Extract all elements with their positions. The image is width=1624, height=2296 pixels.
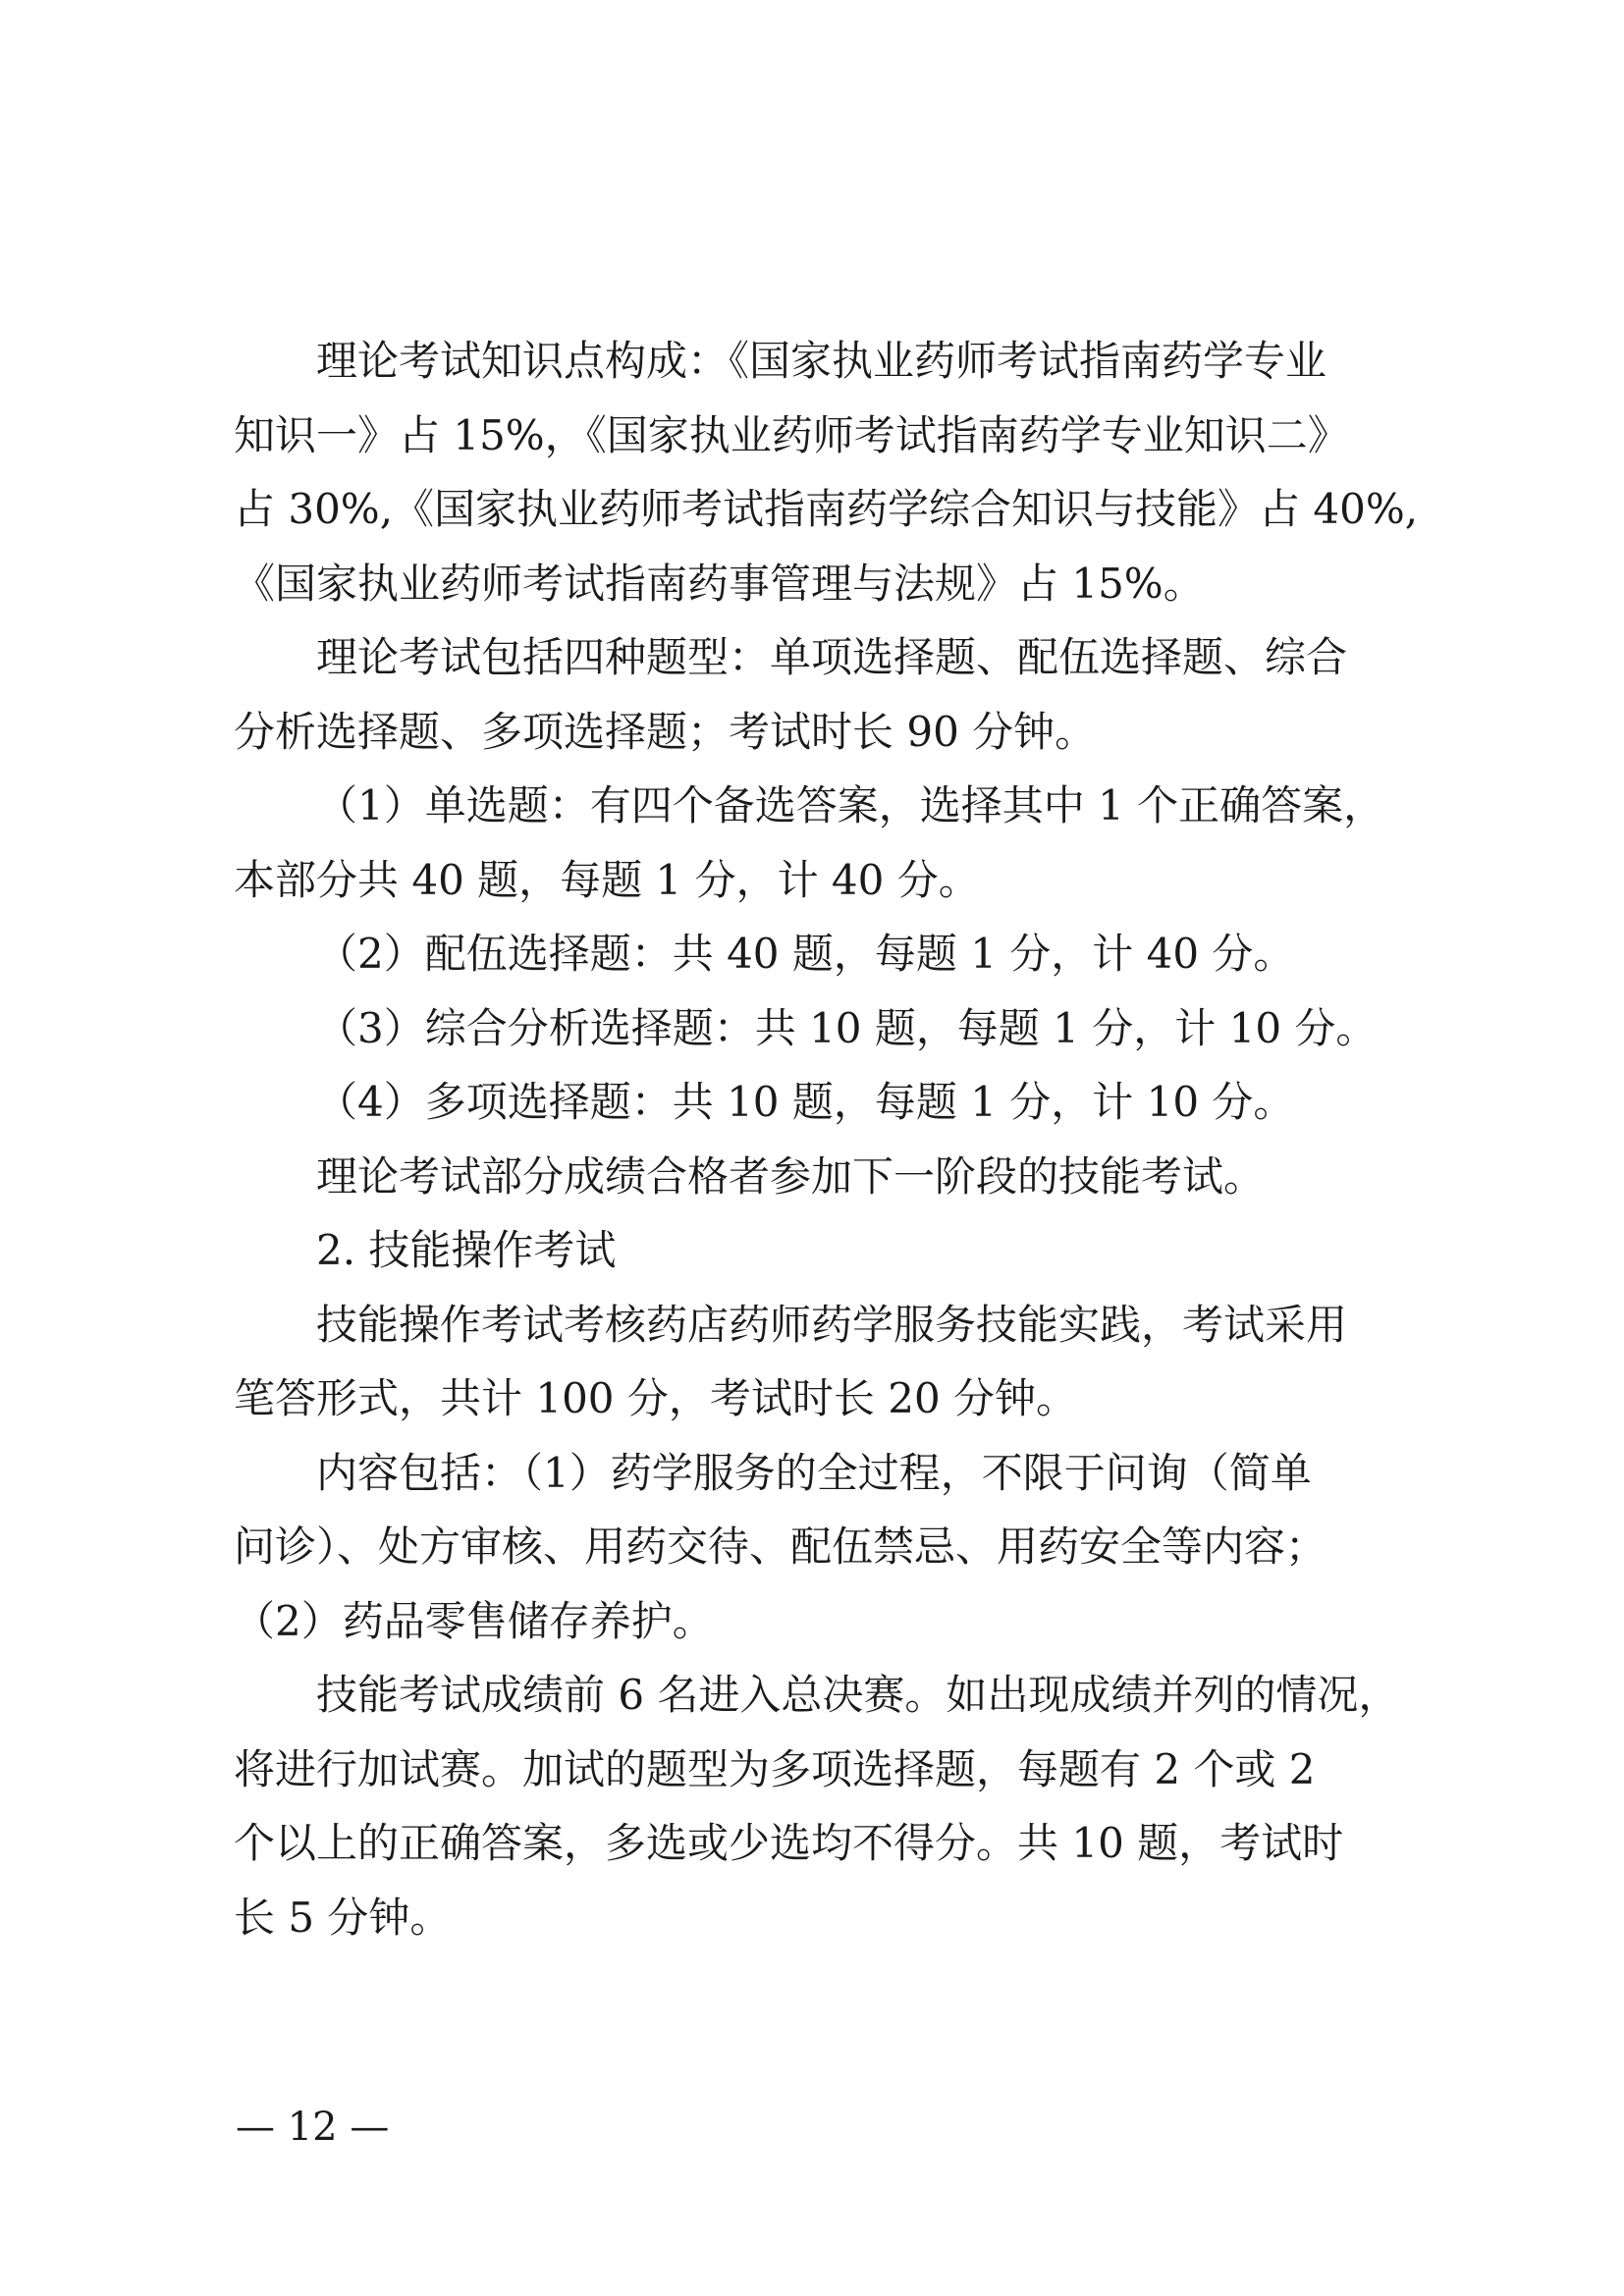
paragraph-qualification xyxy=(234,1140,1397,1214)
text-line: 个以上的正确答案，多选或少选均不得分。共 10 题，考试时 xyxy=(234,1819,1344,1867)
paragraph-skill-exam-content xyxy=(234,1436,1397,1659)
text-line: 2. 技能操作考试 xyxy=(316,1226,617,1274)
text-line: 本部分共 40 题，每题 1 分，计 40 分。 xyxy=(234,855,980,904)
paragraph-comprehensive-choice xyxy=(234,991,1397,1066)
text-line: 笔答形式，共计 100 分，考试时长 20 分钟。 xyxy=(234,1374,1078,1422)
text-line: （4）多项选择题：共 10 题，每题 1 分，计 10 分。 xyxy=(316,1078,1295,1126)
paragraph-single-choice xyxy=(234,769,1397,917)
document-body xyxy=(234,324,1419,1954)
paragraph-finals-rules xyxy=(234,1658,1400,1954)
text-line: 占 30%,《国家执业药师考试指南药学综合知识与技能》占 40%, xyxy=(234,485,1419,533)
paragraph-multiple-choice xyxy=(234,1065,1397,1140)
text-line: 理论考试部分成绩合格者参加下一阶段的技能考试。 xyxy=(316,1151,1266,1201)
text-line: 将进行加试赛。加试的题型为多项选择题，每题有 2 个或 2 xyxy=(234,1744,1316,1793)
section-heading-skill-exam xyxy=(234,1213,1397,1288)
paragraph-knowledge-composition xyxy=(234,324,1419,620)
text-line: （3）综合分析选择题：共 10 题，每题 1 分，计 10 分。 xyxy=(316,1003,1378,1052)
text-line: （1）单选题：有四个备选答案，选择其中 1 个正确答案， xyxy=(316,781,1385,829)
text-line: 分析选择题、多项选择题；考试时长 90 分钟。 xyxy=(234,707,1097,756)
page-number: — 12 — xyxy=(236,2105,390,2150)
paragraph-question-types xyxy=(234,620,1397,769)
text-line: 技能操作考试考核药店药师药学服务技能实践，考试采用 xyxy=(316,1300,1348,1349)
text-line: 《国家执业药师考试指南药事管理与法规》占 15%。 xyxy=(234,559,1205,608)
text-line: 理论考试知识点构成：《国家执业药师考试指南药学专业 xyxy=(316,337,1327,385)
text-line: 理论考试包括四种题型：单项选择题、配伍选择题、综合 xyxy=(316,633,1348,681)
text-line: 知识一》占 15%，《国家执业药师考试指南药学专业知识二》 xyxy=(234,410,1349,459)
paragraph-matching-choice xyxy=(234,917,1397,991)
paragraph-skill-exam-format xyxy=(234,1288,1397,1436)
text-line: 长 5 分钟。 xyxy=(234,1893,452,1942)
text-line: 问诊）、处方审核、用药交待、配伍禁忌、用药安全等内容； xyxy=(234,1522,1327,1571)
text-line: （2）配伍选择题：共 40 题，每题 1 分，计 40 分。 xyxy=(316,930,1295,978)
text-line: 内容包括：（1）药学服务的全过程，不限于问询（简单 xyxy=(316,1448,1312,1497)
text-line: （2）药品零售储存养护。 xyxy=(234,1596,714,1645)
text-line: 技能考试成绩前 6 名进入总决赛。如出现成绩并列的情况， xyxy=(316,1671,1400,1719)
